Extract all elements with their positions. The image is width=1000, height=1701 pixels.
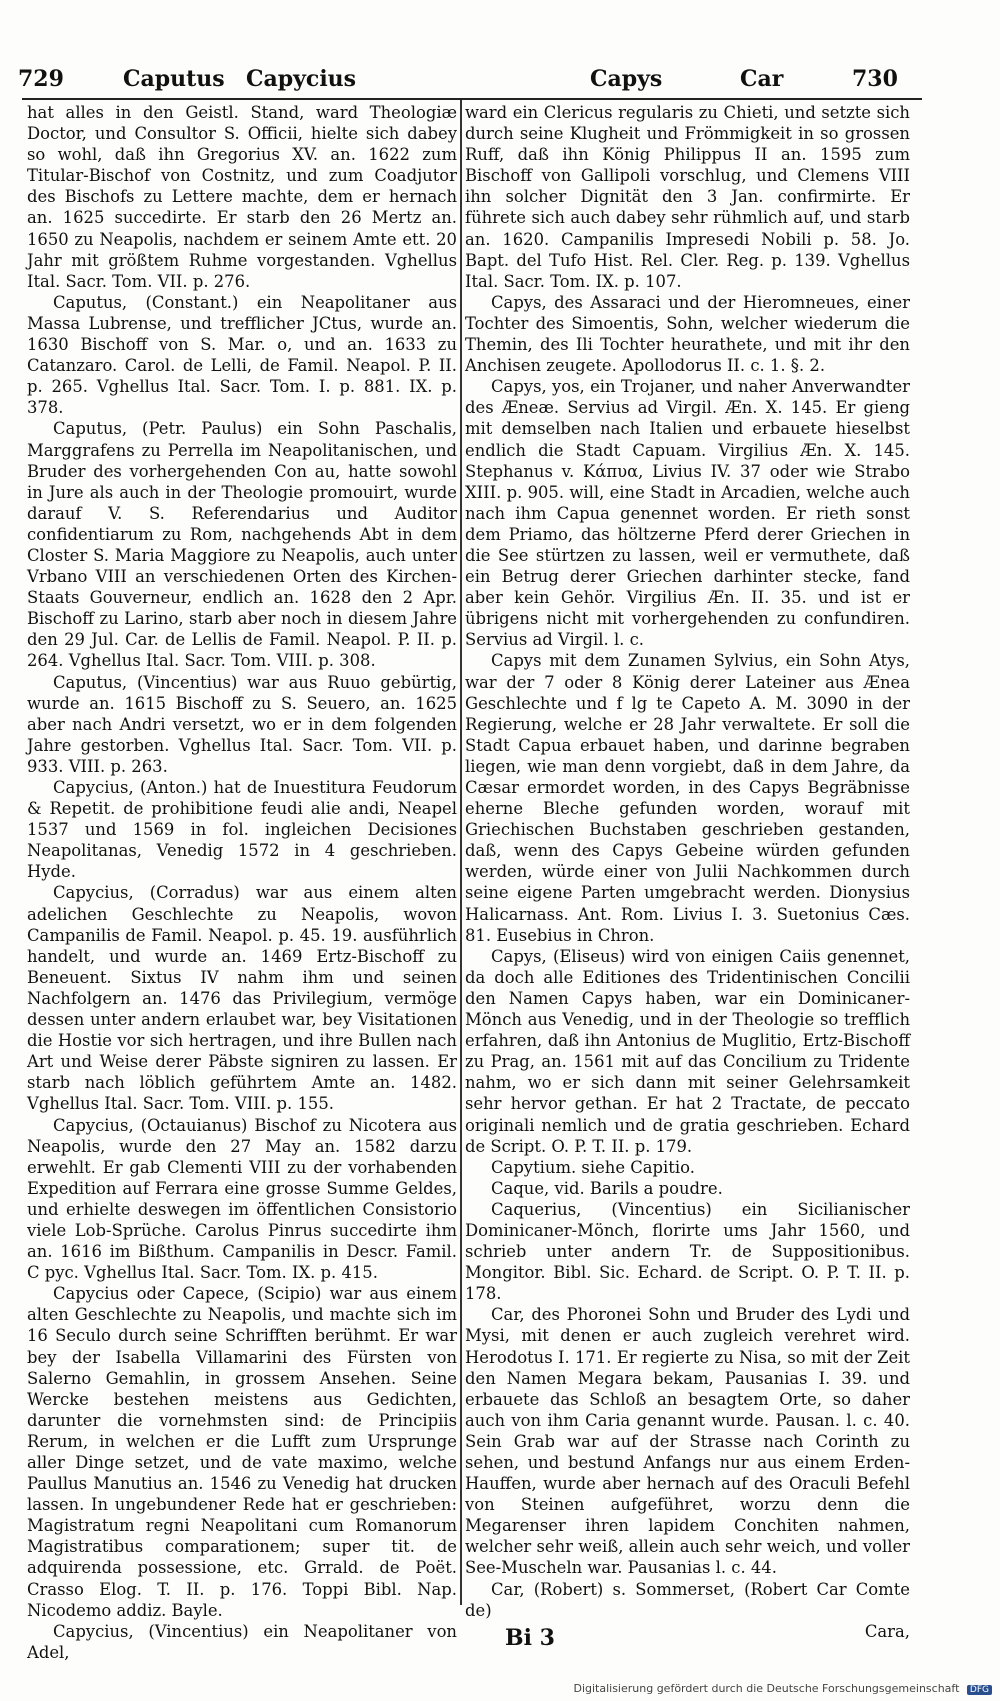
- running-header: [18, 62, 918, 98]
- header-word-left-1: Caputus: [123, 66, 225, 92]
- entry-capycius-vincentius: Capycius, (Vincentius) ein Neapolitaner von Adel,: [27, 1621, 457, 1662]
- dfg-logo: DFG: [967, 1685, 992, 1695]
- entry-caputus-constant: Caputus, (Constant.) ein Neapolitaner aus Massa Lubrense, und trefflicher JCtus, wurde an. 1630 Bischoff von S. Mar. o, und an. 1633 zu Catanzaro. Carol. de Lelli, de Famil. Neapol. P. II. p. 265. Vghellus Ital. Sacr. Tom. I. p. 881. IX. p. 378.: [27, 292, 457, 418]
- entry-caputus-vincentius: Caputus, (Vincentius) war aus Ruuo gebürtig, wurde an. 1615 Bischoff zu S. Seuero, an. 1625 aber nach Andri versetzt, wo er in dem folgenden Jahre gestorben. Vghellus Ital. Sacr. Tom. VII. p. 933. VIII. p. 263.: [27, 672, 457, 776]
- header-word-left-2: Capycius: [246, 66, 357, 92]
- page-number-left: 729: [18, 66, 64, 92]
- entry-capys-eliseus: Capys, (Eliseus) wird von einigen Caiis genennet, da doch alle Editiones des Tridentinischen Concilii den Namen Capys haben, war ein Dominicaner-Mönch aus Venedig, und in der Theologie so trefflich erfahren, daß ihn Antonius de Muglitio, Ertz-Bischoff zu Prag, an. 1561 mit auf das Concilium zu Tridente nahm, wo er sich dann mit seiner Gelehrsamkeit sehr hervor gethan. Er hat 2 Tractate, de peccato originali nemlich und de gratia geschrieben. Echard de Script. O. P. T. II. p. 179.: [465, 946, 910, 1156]
- credit-text: Digitalisierung gefördert durch die Deutsche Forschungsgemeinschaft: [573, 1682, 960, 1695]
- entry-caputus-petr-paulus: Caputus, (Petr. Paulus) ein Sohn Paschalis, Marggrafens zu Perrella im Neapolitanischen, und Bruder des vorhergehenden Con au, hatte sowohl in Jure als auch in der Theologie promouirt, wurde darauf V. S. Referendarius und Auditor confidentiarum zu Rom, nachgehends Abt in dem Closter S. Maria Maggiore zu Neapolis, auch unter Vrbano VIII an verschiedenen Orten des Kirchen-Staats Gouverneur, endlich an. 1628 den 2 Apr. Bischoff zu Larino, starb aber noch in diesem Jahre den 29 Jul. Car. de Lellis de Famil. Neapol. P. II. p. 264. Vghellus Ital. Sacr. Tom. VIII. p. 308.: [27, 419, 457, 671]
- entry-continuation-right: ward ein Clericus regularis zu Chieti, und setzte sich durch seine Klugheit und Frömmigkeit in so grossen Ruff, daß ihn König Philippus II an. 1595 zum Bischoff von Gallipoli vorschlug, und Clemens VIII ihn solcher Dignität den 3 Jan. confirmirte. Er führete sich auch dabey sehr rühmlich auf, und starb an. 1620. Campanilis Impresedi Nobili p. 58. Jo. Bapt. del Tufo Hist. Rel. Cler. Reg. p. 139. Vghellus Ital. Sacr. Tom. IX. p. 107.: [465, 103, 910, 291]
- digitization-credit: [573, 1682, 992, 1695]
- entry-capycius-octauianus: Capycius, (Octauianus) Bischof zu Nicotera aus Neapolis, wurde den 27 May an. 1582 darzu erwehlt. Er gab Clementi VIII zu der vorhabenden Expedition auf Ferrara eine grosse Summe Geldes, und erhielte deswegen im öffentlichen Consistorio viele Lob-Sprüche. Carolus Pinrus succedirte ihm an. 1616 im Bißthum. Campanilis in Descr. Famil. C pyc. Vghellus Ital. Sacr. Tom. IX. p. 415.: [27, 1115, 457, 1283]
- entry-capytium: Capytium. siehe Capitio.: [491, 1157, 695, 1177]
- entry-caquerius: Caquerius, (Vincentius) ein Sicilianischer Dominicaner-Mönch, florirte ums Jahr 1560, und schrieb unter andern Tr. de Suppositionibus. Mongitor. Bibl. Sic. Echard. de Script. O. P. T. II. p. 178.: [465, 1199, 910, 1304]
- entry-car-phoronei: Car, des Phoronei Sohn und Bruder des Lydi und Mysi, mit denen er auch zugleich verehret wird. Herodotus I. 171. Er regierte zu Nisa, so mit der Zeit den Namen Megara bekam, Pausanias I. 39. und erbauete das Schloß an besagtem Orte, so daher auch von ihm Caria genannt wurde. Pausan. l. c. 40. Sein Grab war auf der Strasse nach Corinth zu sehen, und bestund Anfangs nur aus einem Erden-Hauffen, wurde aber hernach auf des Oraculi Befehl von Steinen aufgeführet, worzu denn die Megarenser ihren lapidem Conchiten nahmen, welcher sehr weiß, allein auch sehr weich, und voller See-Muscheln war. Pausanias l. c. 44.: [465, 1305, 910, 1578]
- signature-mark: Bi 3: [505, 1625, 555, 1651]
- header-rule: [22, 98, 922, 100]
- entry-capys-assaraci: Capys, des Assaraci und der Hieromneues, einer Tochter des Simoentis, Sohn, welcher wiederum die Themin, des Ili Tochter heurathete, und mit ihr den Anchisen zeugete. Apollodorus II. c. 1. §. 2.: [465, 292, 910, 376]
- entry-capys-trojaner: Capys, yos, ein Trojaner, und naher Anverwandter des Æneæ. Servius ad Virgil. Æn. X. 145. Er gieng mit demselben nach Italien und erbauete hieselbst endlich die Stadt Capuam. Virgilius Æn. X. 145. Stephanus v. Κάπυα, Livius IV. 37 oder wie Strabo XIII. p. 905. will, eine Stadt in Arcadien, welche auch nach ihm Capua genennet worden. Er rieth sonst dem Priamo, das höltzerne Pferd derer Griechen in die See stürtzen zu lassen, weil er vermuthete, daß ein Betrug derer Griechen darhinter stecke, fand aber kein Gehör. Virgilius Æn. II. 35. und ist er übrigens nicht mit vorhergehenden zu confundiren. Servius ad Virgil. l. c.: [465, 377, 910, 650]
- entry-capycius-anton: Capycius, (Anton.) hat de Inuestitura Feudorum & Repetit. de prohibitione feudi alie andi, Neapel 1537 und 1569 in fol. ingleichen Decisiones Neapolitanas, Venedig 1572 in 4 geschrieben. Hyde.: [27, 778, 457, 882]
- entry-capys-sylvius: Capys mit dem Zunamen Sylvius, ein Sohn Atys, war der 7 oder 8 König derer Lateiner aus Ænea Geschlechte und f lg te Capeto A. M. 3090 in der Regierung, welche er 28 Jahr verwaltete. Er soll die Stadt Capua erbauet haben, und darinne begraben liegen, wie man denn vorgiebt, daß in dem Jahre, da Cæsar ermordet worden, in des Capys Begräbnisse eherne Bleche gefunden worden, worauf mit Griechischen Buchstaben geschrieben gestanden, daß, wenn des Capys Gebeine würden gefunden werden, würde einer von Julii Nachkommen durch seine eigene Parten umgebracht werden. Dionysius Halicarnass. Ant. Rom. Livius I. 3. Suetonius Cæs. 81. Eusebius in Chron.: [465, 651, 910, 945]
- header-word-right-2: Car: [740, 66, 784, 92]
- entry-capycius-corradus: Capycius, (Corradus) war aus einem alten adelichen Geschlechte zu Neapolis, wovon Campanilis de Famil. Neapol. p. 45. 19. ausführlich handelt, und wurde an. 1469 Ertz-Bischoff zu Beneuent. Sixtus IV nahm ihm und seinen Nachfolgern an. 1476 das Privilegium, vermöge dessen unter andern erlaubet war, bey Visitationen die Hostie vor sich hertragen, und ihre Bullen nach Art und Weise derer Päbste signiren zu lassen. Er starb nach löblich geführtem Amte an. 1482. Vghellus Ital. Sacr. Tom. VIII. p. 155.: [27, 883, 457, 1114]
- left-column: [27, 102, 457, 1662]
- header-word-right-1: Capys: [590, 66, 663, 92]
- entry-capycius-scipio: Capycius oder Capece, (Scipio) war aus einem alten Geschlechte zu Neapolis, und machte sich im 16 Seculo durch seine Schrifften berühmt. Er war bey der Isabella Villamarini des Fürsten von Salerno Gemahlin, in grossem Ansehen. Seine Wercke bestehen meistens aus Gedichten, darunter die vornehmsten sind: de Principiis Rerum, in welchen er die Lufft zum Ursprunge aller Dinge setzet, und de vate maximo, welche Paullus Manutius an. 1546 zu Venedig hat drucken lassen. In ungebundener Rede hat er geschrieben: Magistratum regni Neapolitani cum Romanorum Magistratibus comparationem; super tit. de adquirenda possessione, etc. Grrald. de Poët. Crasso Elog. T. II. p. 176. Toppi Bibl. Nap. Nicodemo addiz. Bayle.: [27, 1284, 457, 1620]
- entry-car-robert: Car, (Robert) s. Sommerset, (Robert Car Comte de): [465, 1579, 910, 1620]
- entry-continuation: hat alles in den Geistl. Stand, ward Theologiæ Doctor, und Consultor S. Officii, hielte sich dabey so wohl, daß ihn Gregorius XV. an. 1622 zum Titular-Bischof von Costnitz, und zum Coadjutor des Bischofs zu Lettere machte, dem er hernach an. 1625 succedirte. Er starb den 26 Mertz an. 1650 zu Neapolis, nachdem er seinem Amte ett. 20 Jahr mit größtem Ruhme vorgestanden. Vghellus Ital. Sacr. Tom. VII. p. 276.: [27, 103, 457, 291]
- entry-caque: Caque, vid. Barils a poudre.: [491, 1178, 723, 1198]
- catchword: Cara,: [864, 1621, 910, 1641]
- column-divider: [460, 100, 462, 1605]
- page-number-right: 730: [852, 66, 898, 92]
